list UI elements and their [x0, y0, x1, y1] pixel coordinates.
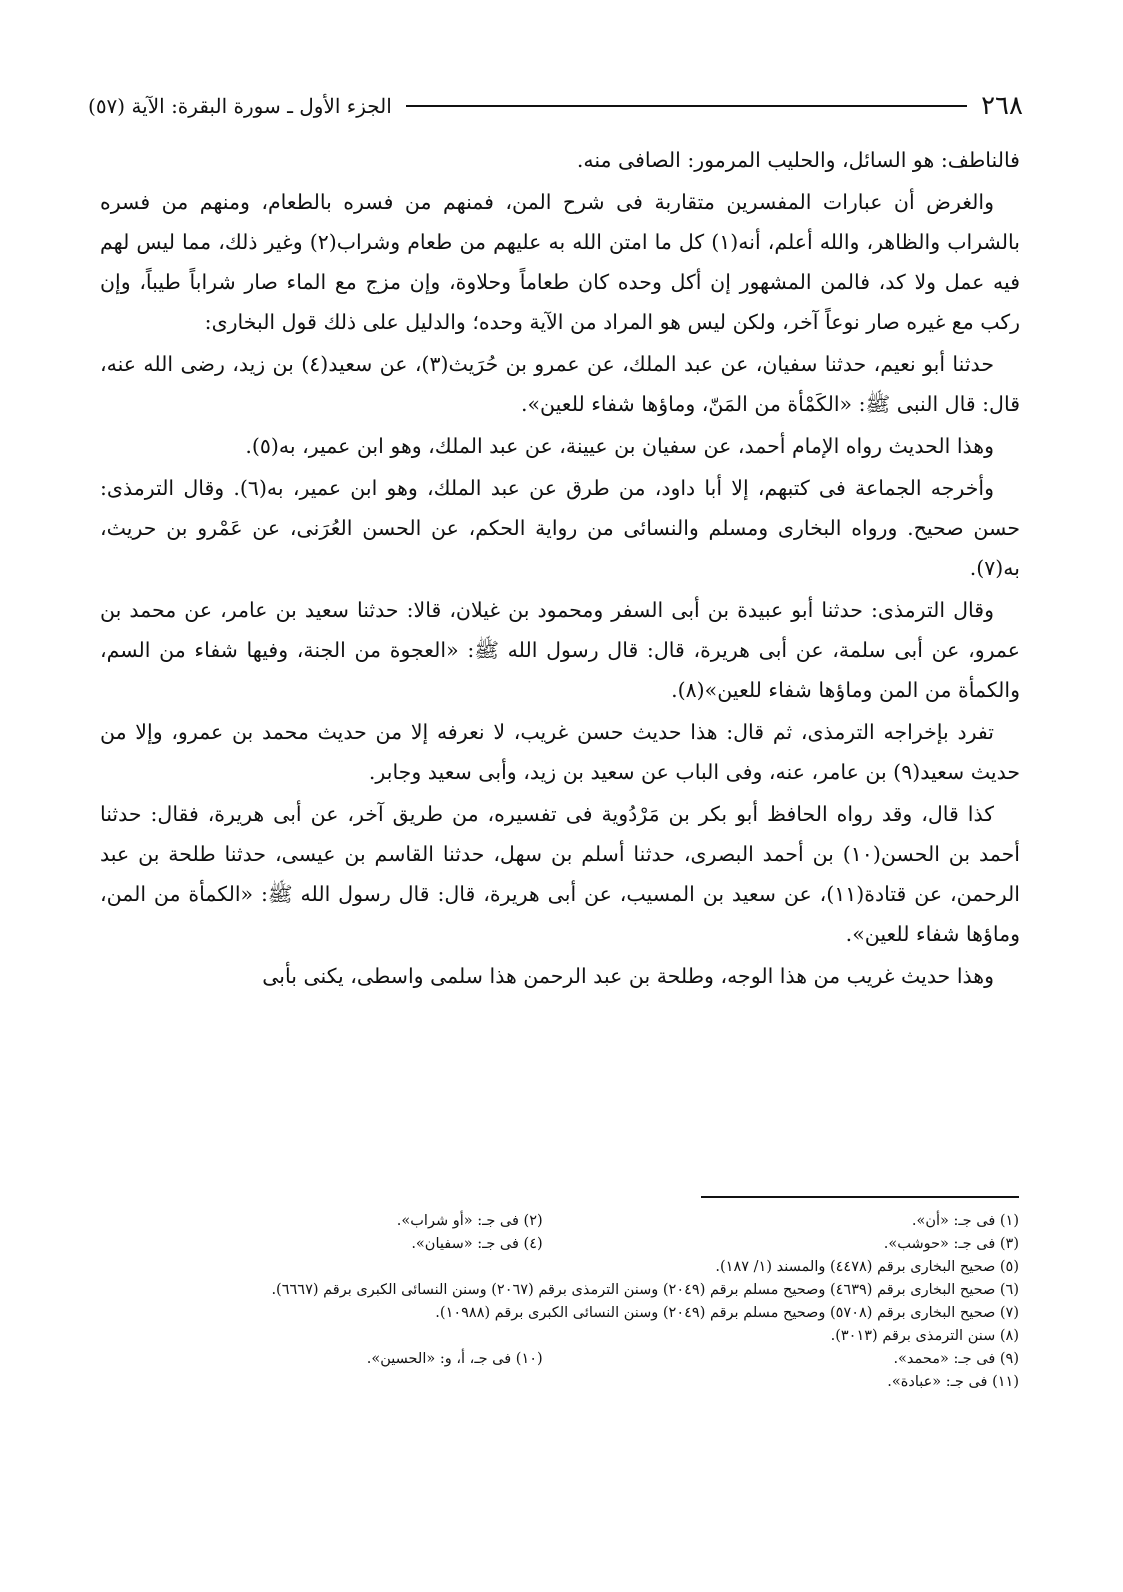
footnote: (٤) فى جـ: «سفيان».: [411, 1236, 543, 1252]
footnote: (٩) فى جـ: «محمد».: [893, 1351, 1019, 1367]
footnote: (٨) سنن الترمذى برقم (٣٠١٣).: [830, 1328, 1019, 1344]
footnote: (١) فى جـ: «أن».: [911, 1213, 1019, 1229]
paragraph: كذا قال، وقد رواه الحافظ أبو بكر بن مَرْدُوية فى تفسيره، من طريق آخر، عن أبى هريرة، فقال: حدثنا أحمد بن الحسن(١٠) بن أحمد البصرى، حدثنا أسلم بن سهل، حدثنا القاسم بن عيسى، حدثنا طلحة بن عبد الرحمن، عن قتادة(١١)، عن سعيد بن المسيب، عن أبى هريرة، قال: قال رسول الله ﷺ: «الكمأة من المن، وماؤها شفاء للعين».: [100, 802, 1021, 946]
header-rule: [406, 105, 967, 107]
paragraph: تفرد بإخراجه الترمذى، ثم قال: هذا حديث حسن غريب، لا نعرفه إلا من حديث محمد بن عمرو، وإلا من حديث سعيد(٩) بن عامر، عنه، وفى الباب عن سعيد بن زيد، وأبى سعيد وجابر.: [100, 720, 1020, 784]
main-text: [100, 140, 1020, 998]
paragraph: وأخرجه الجماعة فى كتبهم، إلا أبا داود، من طرق عن عبد الملك، وهو ابن عمير، به(٦). وقال الترمذى: حسن صحيح. ورواه البخارى ومسلم والنسائى من رواية الحكم، عن الحسن العُرَنى، عن عَمْرو بن حريث، به(٧).: [100, 476, 1020, 580]
running-header: [88, 86, 1023, 126]
page-number: ٢٦٨: [981, 91, 1023, 121]
paragraph: فالناطف: هو السائل، والحليب المرمور: الصافى منه.: [576, 148, 1020, 172]
footnote: (٣) فى جـ: «حوشب».: [883, 1236, 1019, 1252]
footnote: (١١) فى جـ: «عبادة».: [887, 1374, 1019, 1390]
footnote-row: [103, 1210, 1019, 1233]
running-title: الجزء الأول ـ سورة البقرة: الآية (٥٧): [88, 94, 392, 118]
paragraph: حدثنا أبو نعيم، حدثنا سفيان، عن عبد الملك، عن عمرو بن حُرَيث(٣)، عن سعيد(٤) بن زيد، رضى الله عنه، قال: قال النبى ﷺ: «الكَمْأة من المَنّ، وماؤها شفاء للعين».: [100, 352, 1020, 416]
footnote: (٢) فى جـ: «أو شراب».: [396, 1213, 543, 1229]
paragraph: وقال الترمذى: حدثنا أبو عبيدة بن أبى السفر ومحمود بن غيلان، قالا: حدثنا سعيد بن عامر، عن محمد بن عمرو، عن أبى سلمة، عن أبى هريرة، قال: قال رسول الله ﷺ: «العجوة من الجنة، وفيها شفاء من السم، والكمأة من المن وماؤها شفاء للعين»(٨).: [100, 598, 1020, 702]
footnote: (٦) صحيح البخارى برقم (٤٦٣٩) وصحيح مسلم برقم (٢٠٤٩) وسنن الترمذى برقم (٢٠٦٧) وسنن النسائى الكبرى برقم (٦٦٦٧).: [271, 1282, 1019, 1298]
footnote-row: [103, 1348, 1019, 1371]
footnote: (٧) صحيح البخارى برقم (٥٧٠٨) وصحيح مسلم برقم (٢٠٤٩) وسنن النسائى الكبرى برقم (١٠٩٨٨).: [435, 1305, 1019, 1321]
footnote-separator: [701, 1196, 1019, 1198]
footnotes: [103, 1210, 1019, 1394]
paragraph: والغرض أن عبارات المفسرين متقاربة فى شرح المن، فمنهم من فسره بالطعام، ومنهم من فسره بالشراب والظاهر، والله أعلم، أنه(١) كل ما امتن الله به عليهم من طعام وشراب(٢) وغير ذلك، مما ليس لهم فيه عمل ولا كد، فالمن المشهور إن أكل وحده كان طعاماً وحلاوة، وإن مزج مع الماء صار شراباً طيباً، وإن ركب مع غيره صار نوعاً آخر، ولكن ليس هو المراد من الآية وحده؛ والدليل على ذلك قول البخارى:: [100, 190, 1021, 334]
paragraph: وهذا حديث غريب من هذا الوجه، وطلحة بن عبد الرحمن هذا سلمى واسطى، يكنى بأبى: [262, 964, 994, 988]
footnote: (١٠) فى جـ، أ، و: «الحسين».: [366, 1351, 543, 1367]
footnote-row: [103, 1233, 1019, 1256]
paragraph: وهذا الحديث رواه الإمام أحمد، عن سفيان بن عيينة، عن عبد الملك، وهو ابن عمير، به(٥).: [245, 434, 994, 458]
footnote: (٥) صحيح البخارى برقم (٤٤٧٨) والمسند (١/ ١٨٧).: [715, 1259, 1019, 1275]
